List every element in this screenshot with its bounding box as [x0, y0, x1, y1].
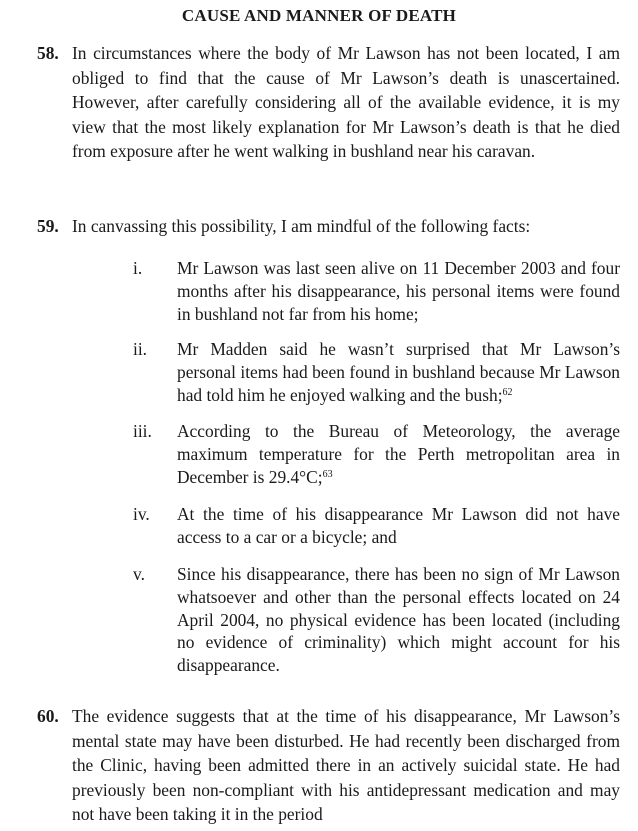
- fact-numeral: iii.: [133, 421, 152, 441]
- paragraph-number: 58.: [37, 43, 59, 63]
- footnote-ref[interactable]: 63: [322, 468, 333, 480]
- paragraph-59: [37, 214, 620, 239]
- paragraph-58: [37, 41, 620, 164]
- fact-item-iv: [133, 503, 620, 549]
- fact-text: Mr Madden said he wasn’t surprised that Mr Lawson’s personal items had been found in bushland because Mr Lawson had told him he enjoyed walking and the bush;$^{62}$: [177, 339, 620, 405]
- fact-item-v: [133, 563, 620, 677]
- paragraph-text: The evidence suggests that at the time of his disappearance, Mr Lawson’s mental state may have been disturbed. He had recently been discharged from the Clinic, having been admitted there in an actively suicidal state. He had previously been non-compliant with his antidepressant medication and may not have been taking it in the period: [72, 706, 620, 824]
- fact-item-iii: [133, 420, 620, 488]
- fact-item-ii: [133, 338, 620, 406]
- fact-text: Since his disappearance, there has been no sign of Mr Lawson whatsoever and other than the personal effects located on 24 April 2004, no physical evidence has been located (including no evidence of criminality) which might account for his disappearance.: [177, 564, 620, 676]
- fact-text: Mr Lawson was last seen alive on 11 December 2003 and four months after his disappearance, his personal items were found in bushland not far from his home;: [177, 258, 620, 324]
- paragraph-text: In canvassing this possibility, I am mindful of the following facts:: [72, 216, 531, 236]
- paragraph-number: 60.: [37, 706, 59, 726]
- footnote-ref[interactable]: 62: [502, 386, 513, 398]
- section-heading: CAUSE AND MANNER OF DEATH: [181, 6, 457, 25]
- paragraph-text: In circumstances where the body of Mr Lawson has not been located, I am obliged to find that the cause of Mr Lawson’s death is unascertained. However, after carefully considering all of the available evidence, it is my view that the most likely explanation for Mr Lawson’s death is that he died from exposure after he went walking in bushland near his caravan.: [72, 43, 620, 161]
- fact-numeral: ii.: [133, 339, 148, 359]
- paragraph-60: [37, 704, 620, 827]
- fact-text: At the time of his disappearance Mr Lawson did not have access to a car or a bicycle; and: [177, 504, 620, 547]
- fact-numeral: v.: [133, 564, 145, 584]
- paragraph-number: 59.: [37, 216, 59, 236]
- fact-text: According to the Bureau of Meteorology, the average maximum temperature for the Perth metropolitan area in December is 29.4°C;$^{63}$: [177, 421, 620, 487]
- fact-numeral: i.: [133, 258, 143, 278]
- fact-item-i: [133, 257, 620, 325]
- fact-numeral: iv.: [133, 504, 150, 524]
